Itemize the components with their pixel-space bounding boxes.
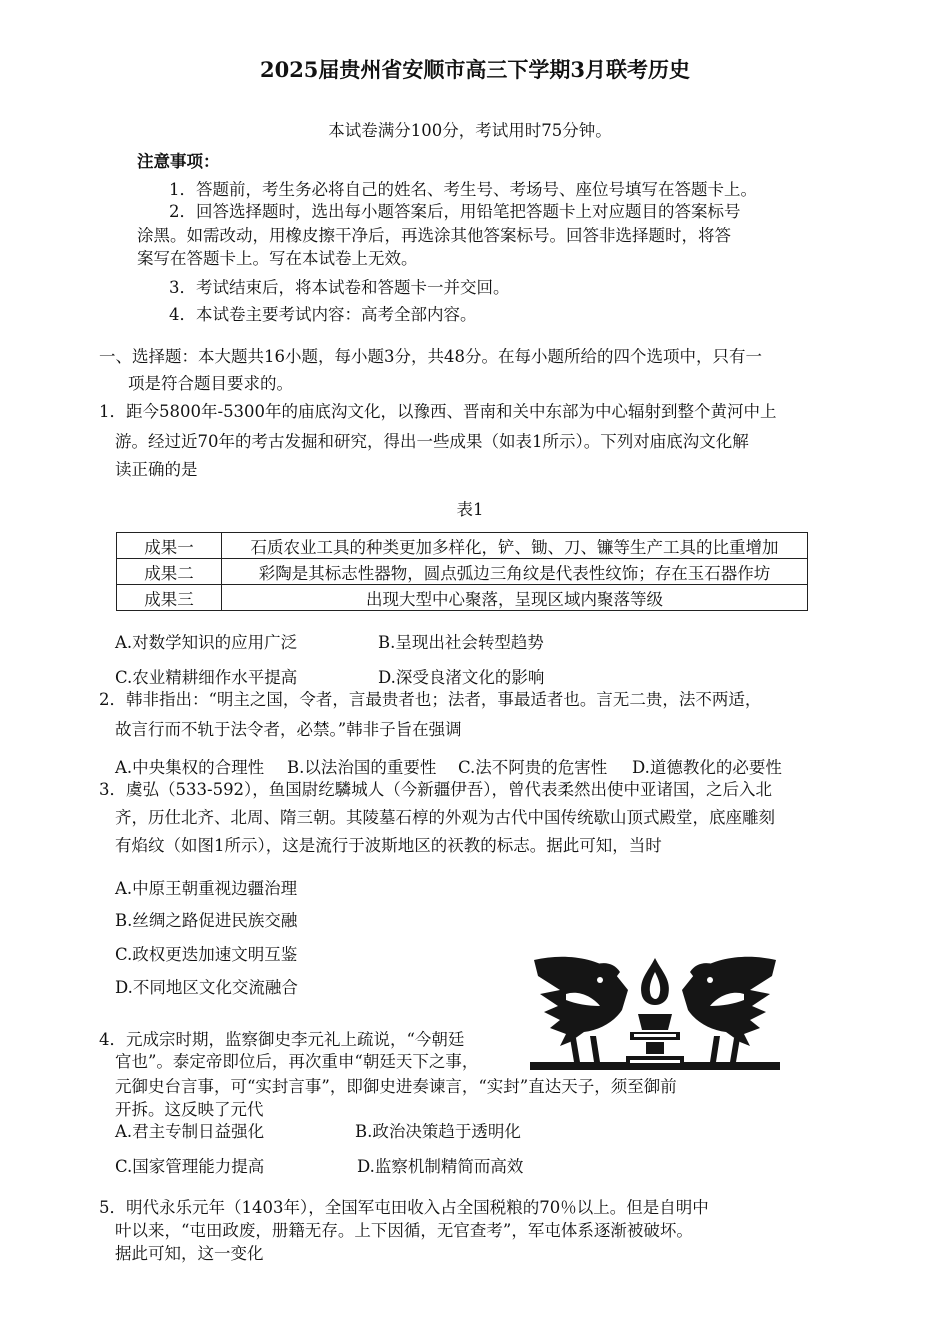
table-cell-value: 彩陶是其标志性器物，圆点弧边三角纹是代表性纹饰；存在玉石器作坊 — [222, 559, 808, 585]
option-b: B.丝绸之路促进民族交融 — [115, 911, 298, 930]
option-c: C.农业精耕细作水平提高 — [115, 668, 298, 687]
question-text: 官也”。泰定帝即位后，再次重申“朝廷天下之事， — [115, 1052, 479, 1071]
notice-item: 3．考试结束后，将本试卷和答题卡一并交回。 — [169, 278, 510, 297]
table-cell-value: 石质农业工具的种类更加多样化，铲、锄、刀、镰等生产工具的比重增加 — [222, 533, 808, 559]
option-d: D.道德教化的必要性 — [632, 758, 782, 777]
table-row — [117, 585, 808, 611]
notice-item: 2．回答选择题时，选出每小题答案后，用铅笔把答题卡上对应题目的答案标号 — [169, 202, 741, 221]
option-c: C.国家管理能力提高 — [115, 1157, 265, 1176]
option-c: C.法不阿贵的危害性 — [458, 758, 608, 777]
option-d: D.不同地区文化交流融合 — [115, 978, 298, 997]
question-text: 据此可知，这一变化 — [115, 1244, 264, 1263]
notice-heading: 注意事项： — [137, 152, 220, 171]
question-text: 开拆。这反映了元代 — [115, 1100, 264, 1119]
option-a: A.中原王朝重视边疆治理 — [115, 879, 298, 898]
section-heading: 一、选择题：本大题共16小题，每小题3分，共48分。在每小题所给的四个选项中，只有一 — [99, 347, 762, 366]
option-b: B.呈现出社会转型趋势 — [378, 633, 544, 652]
question-text: 元御史台言事，可“实封言事”，即御史进奏谏言，“实封”直达天子，须至御前 — [115, 1077, 677, 1096]
question-text: 5．明代永乐元年（1403年），全国军屯田收入占全国税粮的70％以上。但是自明中 — [99, 1198, 709, 1217]
question-text: 2．韩非指出：“明主之国，令者，言最贵者也；法者，事最适者也。言无二贵，法不两适， — [99, 690, 762, 709]
option-b: B.以法治国的重要性 — [287, 758, 437, 777]
question-text: 3．虞弘（533-592），鱼国尉纥驎城人（今新疆伊吾），曾代表柔然出使中亚诸国，之后入北 — [99, 780, 773, 799]
option-d: D.监察机制精简而高效 — [357, 1157, 524, 1176]
results-table — [116, 532, 808, 611]
section-heading: 项是符合题目要求的。 — [128, 374, 293, 393]
option-d: D.深受良渚文化的影响 — [378, 668, 545, 687]
question-text: 1．距今5800年-5300年的庙底沟文化，以豫西、晋南和关中东部为中心辐射到整个黄河中上 — [99, 402, 777, 421]
option-c: C.政权更迭加速文明互鉴 — [115, 945, 298, 964]
notice-item: 1．答题前，考生务必将自己的姓名、考生号、考场号、座位号填写在答题卡上。 — [169, 180, 757, 199]
page-title: 2025届贵州省安顺市高三下学期3月联考历史 — [259, 57, 691, 82]
fire-altar-relief-image — [530, 950, 780, 1072]
exam-info: 本试卷满分100分，考试用时75分钟。 — [328, 121, 612, 140]
table-cell-value: 出现大型中心聚落，呈现区域内聚落等级 — [222, 585, 808, 611]
question-text: 叶以来，“屯田政废，册籍无存。上下因循，无官查考”，军屯体系逐渐被破坏。 — [115, 1221, 693, 1240]
option-a: A.中央集权的合理性 — [115, 758, 265, 777]
notice-item: 涂黑。如需改动，用橡皮擦干净后，再选涂其他答案标号。回答非选择题时，将答 — [137, 226, 731, 245]
table-cell-key: 成果二 — [117, 559, 222, 585]
option-a: A.对数学知识的应用广泛 — [115, 633, 298, 652]
question-text: 4．元成宗时期，监察御史李元礼上疏说，“今朝廷 — [99, 1030, 465, 1049]
notice-item: 4．本试卷主要考试内容：高考全部内容。 — [169, 305, 477, 324]
question-text: 读正确的是 — [115, 460, 198, 479]
notice-item: 案写在答题卡上。写在本试卷上无效。 — [137, 249, 418, 268]
question-text: 齐，历仕北齐、北周、隋三朝。其陵墓石椁的外观为古代中国传统歇山顶式殿堂，底座雕刻 — [115, 808, 775, 827]
table-caption: 表1 — [456, 500, 484, 519]
table-cell-key: 成果三 — [117, 585, 222, 611]
option-b: B.政治决策趋于透明化 — [355, 1122, 521, 1141]
table-row — [117, 533, 808, 559]
question-text: 游。经过近70年的考古发掘和研究，得出一些成果（如表1所示）。下列对庙底沟文化解 — [115, 432, 749, 451]
table-cell-key: 成果一 — [117, 533, 222, 559]
table-row — [117, 559, 808, 585]
question-text: 故言行而不轨于法令者，必禁。”韩非子旨在强调 — [115, 720, 462, 739]
question-text: 有焰纹（如图1所示），这是流行于波斯地区的祆教的标志。据此可知，当时 — [115, 836, 662, 855]
option-a: A.君主专制日益强化 — [115, 1122, 265, 1141]
